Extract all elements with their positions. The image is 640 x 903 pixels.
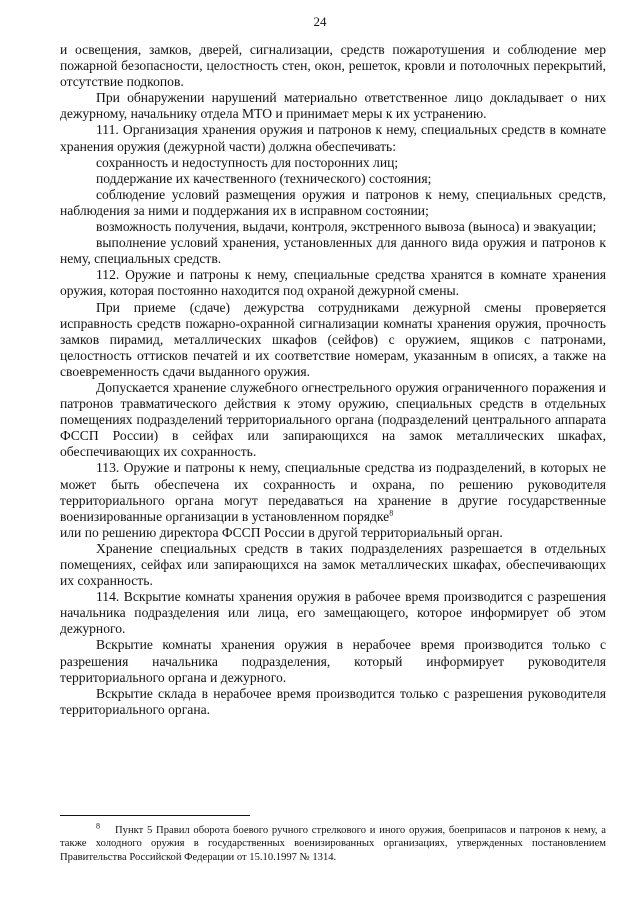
paragraph-text: 113. Оружие и патроны к нему, специальные средства из подразделений, в которых не может быть обеспечена их сохранность и охрана, по решению руководителя территориального органа могут передаваться на хранение в другие государственные военизированные организации в установленном порядке (60, 460, 606, 524)
paragraph: Вскрытие комнаты хранения оружия в нерабочее время производится только с разрешения начальника подразделения, который информирует руководителя территориального органа и дежурного. (60, 637, 606, 685)
paragraph: и освещения, замков, дверей, сигнализации, средств пожаротушения и соблюдение мер пожарной безопасности, целостность стен, окон, решеток, кровли и потолочных перекрытий, отсутствие подкопов. (60, 42, 606, 90)
footnote-mark: 8 (96, 821, 100, 831)
paragraph: соблюдение условий размещения оружия и патронов к нему, специальных средств, наблюдения за ними и поддержания их в исправном состоянии; (60, 186, 606, 218)
footnote-divider (60, 815, 250, 816)
footnote-text-line (60, 821, 607, 864)
paragraph: 112. Оружие и патроны к нему, специальные средства хранятся в комнате хранения оружия, которая постоянно находится под охраной дежурной смены. (60, 267, 606, 299)
paragraph: сохранность и недоступность для посторонних лиц; (96, 154, 399, 170)
paragraph: 111. Организация хранения оружия и патронов к нему, специальных средств в комнате хранения оружия (дежурной части) должна обеспечивать: (60, 122, 606, 154)
paragraph: или по решению директора ФССП России в другой территориальный орган. (60, 524, 503, 540)
footnote-text: Пункт 5 Правил оборота боевого ручного стрелкового и иного оружия, боеприпасов и патронов к нему, а также холодного оружия в государственных военизированных организациях, утвержденных постановлением Правительства Российской Федерации от 15.10.1997 № 1314. (60, 825, 607, 863)
paragraph: Вскрытие склада в нерабочее время производится только с разрешения руководителя территориального органа. (60, 685, 606, 717)
document-body (60, 42, 606, 718)
footnote (60, 821, 607, 864)
paragraph: Допускается хранение служебного огнестрельного оружия ограниченного поражения и патронов травматического действия к этому оружию, специальных средств в отдельных помещениях подразделений территориального органа (подразделений центрального аппарата ФССП России) в сейфах или запирающихся на замок металлических шкафах, обеспечивающих их сохранность. (60, 379, 606, 460)
paragraph: При обнаружении нарушений материально ответственное лицо докладывает о них дежурному, начальнику отдела МТО и принимает меры к их устранению. (60, 90, 606, 122)
paragraph: поддержание их качественного (технического) состояния; (96, 170, 432, 186)
page-number: 24 (313, 14, 327, 29)
paragraph: 114. Вскрытие комнаты хранения оружия в рабочее время производится с разрешения начальника подразделения или лица, его замещающего, которое информирует об этом дежурного. (60, 589, 606, 637)
paragraph-with-footnote (60, 460, 606, 524)
paragraph: выполнение условий хранения, установленных для данного вида оружия и патронов к нему, специальных средств. (60, 235, 606, 267)
footnote-reference: 8 (389, 508, 394, 518)
paragraph: возможность получения, выдачи, контроля, экстренного вывоза (выноса) и эвакуации; (96, 219, 597, 235)
paragraph: Хранение специальных средств в таких подразделениях разрешается в отдельных помещениях, сейфах или запирающихся на замок металлических шкафах, обеспечивающих их сохранность. (60, 540, 606, 589)
paragraph: При приеме (сдаче) дежурства сотрудниками дежурной смены проверяется исправность средств пожарно-охранной сигнализации комнаты хранения оружия, прочность замков пирамид, металлических шкафов (сейфов) с оружием, ящиков с патронами, целостность оттисков печатей и их соответствие номерам, указанным в описях, а также на своевременность сдачи выданного оружия. (60, 299, 606, 379)
